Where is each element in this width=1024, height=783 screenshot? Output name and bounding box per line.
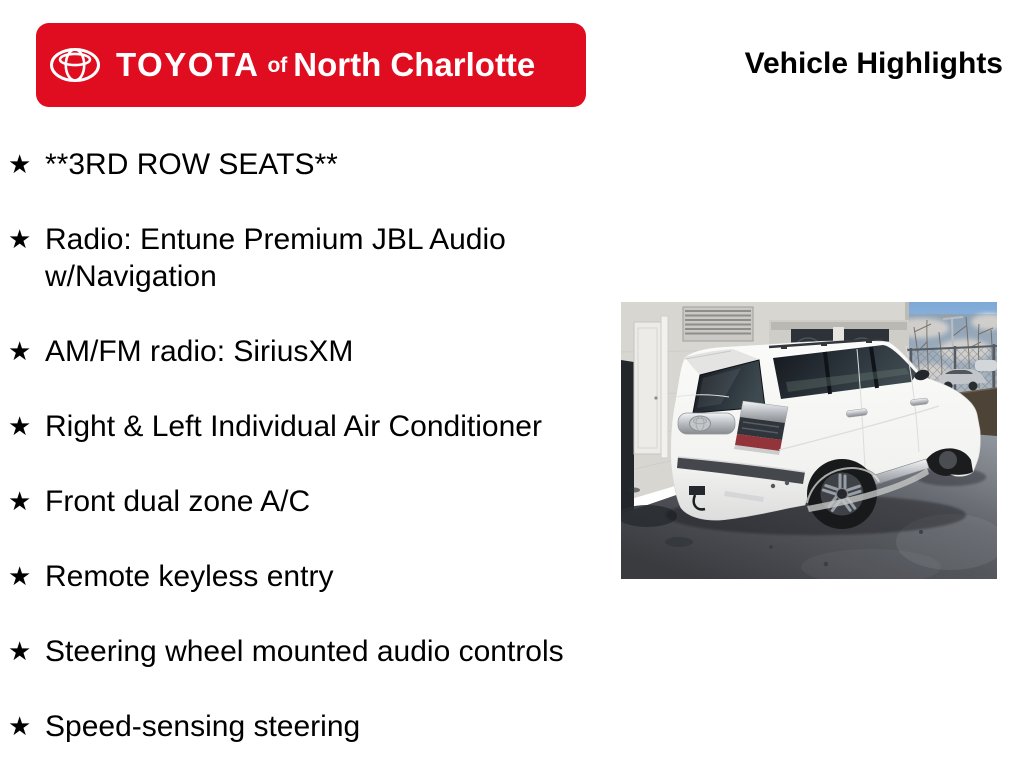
toyota-emblem-icon — [49, 45, 101, 85]
star-bullet-icon: ★ — [8, 149, 32, 179]
highlight-item — [8, 558, 593, 595]
brand-toyota: TOYOTA — [116, 46, 260, 83]
highlight-item — [8, 146, 593, 183]
star-bullet-icon: ★ — [8, 636, 32, 666]
star-bullet-icon: ★ — [8, 411, 32, 441]
brand-location: North Charlotte — [293, 46, 536, 83]
star-bullet-icon: ★ — [8, 486, 32, 516]
highlight-text: Remote keyless entry — [45, 560, 334, 593]
highlight-text: Front dual zone A/C — [45, 485, 311, 518]
vehicle-photo — [621, 302, 997, 579]
dealer-banner — [36, 23, 586, 107]
highlight-item — [8, 333, 593, 370]
vehicle-photo-illustration — [621, 302, 997, 579]
highlight-text: Steering wheel mounted audio controls — [45, 635, 564, 668]
highlight-text: **3RD ROW SEATS** — [45, 148, 338, 181]
highlights-list — [8, 146, 593, 783]
star-bullet-icon: ★ — [8, 224, 32, 254]
brand-of: of — [267, 54, 288, 77]
highlight-item — [8, 483, 593, 520]
highlight-item — [8, 708, 593, 745]
highlight-item — [8, 221, 593, 295]
highlight-text: Radio: Entune Premium JBL Audio w/Navigation — [45, 223, 506, 293]
highlight-item — [8, 633, 593, 670]
page-title: Vehicle Highlights — [744, 47, 1003, 80]
dealer-name — [116, 46, 535, 84]
star-bullet-icon: ★ — [8, 336, 32, 366]
highlight-text: Speed-sensing steering — [45, 710, 361, 743]
star-bullet-icon: ★ — [8, 561, 32, 591]
highlight-text: Right & Left Individual Air Conditioner — [45, 410, 542, 443]
highlight-item — [8, 408, 593, 445]
star-bullet-icon: ★ — [8, 711, 32, 741]
highlight-text: AM/FM radio: SiriusXM — [45, 335, 354, 368]
